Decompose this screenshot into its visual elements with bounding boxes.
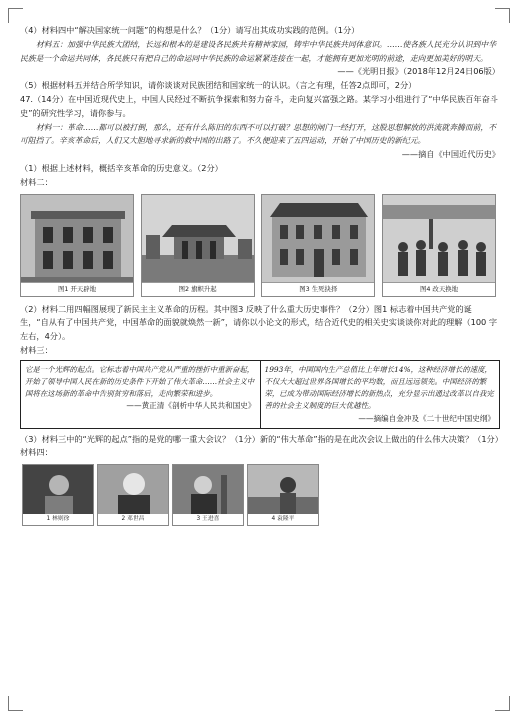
- question-1: （1）根据上述材料，概括辛亥革命的历史意义。（2分）: [20, 162, 223, 173]
- question-5: （5）根据材料五并结合所学知识，请你谈谈对民族团结和国家统一的认识。（言之有理，任答2点即可，2分）: [20, 80, 417, 91]
- photo-caption: 4 袁隆平: [248, 514, 318, 525]
- material-3-right-source: ——摘编自金冲及《二十世纪中国史纲》: [358, 413, 495, 423]
- portrait-photo: [172, 464, 244, 526]
- material-3-right-text: 1993年，中国国内生产总值比上年增长14%，这种经济增长的速度，不仅大大超过世界各国增长的平均数，而且远远领先。中国经济的繁荣，已成为带动国际经济增长的新热点，充分显示出通过改革以自我完善的社会主义制度的巨大优越性。: [264, 364, 494, 411]
- material-3-table: [20, 360, 500, 429]
- material-5-source: ——《光明日报》（2018年12月24日06版）: [337, 66, 500, 77]
- photo-caption: 图1 开天辟地: [21, 282, 133, 296]
- material-3-left-text: 它是一个光辉的起点。它标志着中国共产党从严重的挫折中重新奋起，开始了领导中国人民在新的历史条件下开始了伟大革命……社会主义中国将在这场新的革命中告别贫穷和落后，走向繁荣和进步。: [25, 364, 255, 399]
- crowd-photo: [382, 194, 496, 297]
- photo-caption: 1 林则徐: [23, 514, 93, 525]
- material-5-text: 材料五：加强中华民族大团结，长远和根本的是建设各民族共有精神家园，铸牢中华民族共同体意识。……使各族人民充分认识到中华民族是一个命运共同体，各民族只有把自己的命运同中华民族的命运紧紧连接在一起，才能拥有更加光明的前途，走向更加美好的明天。: [20, 39, 497, 63]
- material-4-label: 材料四：: [20, 447, 53, 458]
- crop-mark-bottom-left: [8, 696, 23, 711]
- question-4: （4）材料四中“解决国家统一问题”的构想是什么？（1分）请写出其成功实践的范例。（1分）: [20, 25, 360, 35]
- exam-content: [20, 24, 503, 526]
- material-2-label: 材料二：: [20, 176, 53, 187]
- photo-caption: 图4 改天换地: [383, 282, 495, 296]
- portrait-photo: [22, 464, 94, 526]
- photo-caption: 2 邓世昌: [98, 514, 168, 525]
- mansion-photo: [261, 194, 375, 297]
- portrait-photo: [97, 464, 169, 526]
- material-3-label: 材料三：: [20, 344, 53, 355]
- crop-mark-top-left: [8, 8, 23, 23]
- crop-mark-top-right: [495, 8, 510, 23]
- question-2: （2）材料二用四幅图展现了新民主主义革命的历程。其中图3 反映了什么重大历史事件？（2分）图1 标志着中国共产党的诞生，“自从有了中国共产党，中国革命的面貌就焕然一新”，请你以小论文的形式，结合近代史的相关史实谈谈你对此的理解（100 字左右，4分）。: [20, 303, 498, 342]
- photo-caption: 3 王进喜: [173, 514, 243, 525]
- pavilion-photo: [141, 194, 255, 297]
- material-3-left-cell: [21, 360, 261, 428]
- material-1-source: ——摘自《中国近代历史》: [401, 149, 500, 160]
- material-4-photo-strip: [22, 464, 322, 526]
- building-photo: [20, 194, 134, 297]
- question-3: （3）材料三中的“光辉的起点”指的是党的哪一重大会议？（1分）新的“伟大革命”指的是在此次会议上做出的什么伟大决策？（1分）: [20, 433, 503, 444]
- photo-caption: 图3 生死抉择: [262, 282, 374, 296]
- material-3-right-cell: [260, 360, 500, 428]
- material-2-photo-strip: [20, 194, 496, 297]
- photo-caption: 图2 旗帜升起: [142, 282, 254, 296]
- crop-mark-bottom-right: [495, 696, 510, 711]
- material-3-left-source: ——黄正清《剖析中华人民共和国史》: [126, 401, 256, 411]
- material-1-text: 材料一：革命……都可以被打倒，那么，还有什么陈旧的东西不可以打破？思想的闸门一经打开，这股思想解放的洪流就奔腾而前，不可阻挡了。辛亥革命后，人们又大胆地寻求新的救中国的出路了。不久便迎来了五四运动，开始了中国历史的新纪元。: [20, 122, 497, 146]
- question-47: 47.（14分）在中国近现代史上，中国人民经过不断抗争探索和努力奋斗，走向复兴富强之路。某学习小组进行了“中华民族百年奋斗史”的研究性学习，请你参与。: [20, 93, 498, 118]
- portrait-photo: [247, 464, 319, 526]
